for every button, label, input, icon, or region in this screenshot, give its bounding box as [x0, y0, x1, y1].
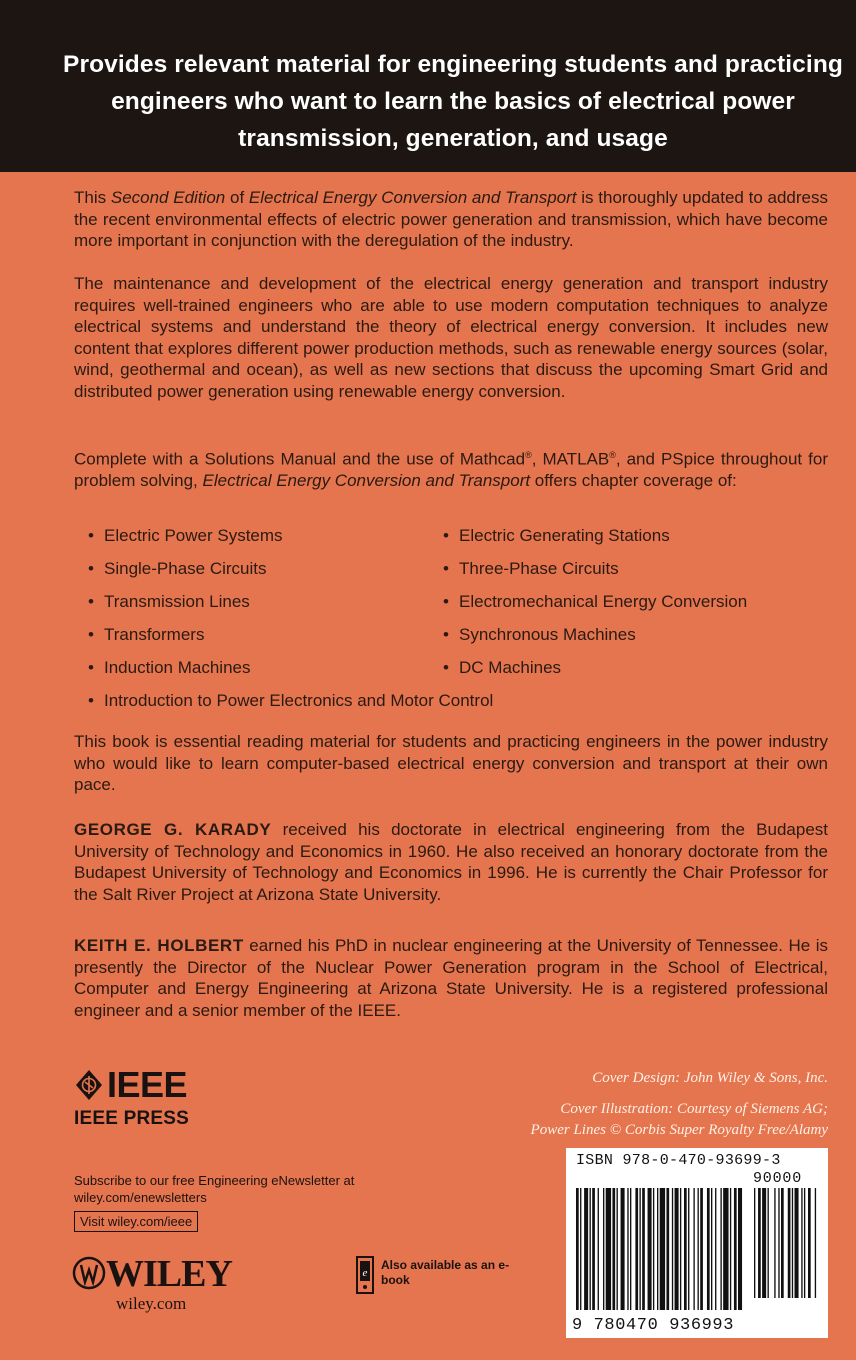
intro-rest: is thoroughly updated to address the recent environmental effects of electric power generation and transmission, which have become more important in conjunction with the deregulation of the industry.	[74, 188, 828, 251]
reg-mark-1: ®	[525, 450, 532, 460]
chapter-list	[88, 525, 828, 715]
visit-wiley-link[interactable]: Visit wiley.com/ieee	[74, 1211, 198, 1232]
chapter-label: Transmission Lines	[104, 592, 250, 611]
newsletter-text: Subscribe to our free Engineering eNewsletter at wiley.com/enewsletters	[74, 1173, 355, 1205]
chapter-item	[88, 558, 267, 580]
bullet-dot: •	[88, 625, 94, 644]
p3-pspice: , and PSpice throughout for problem solving,	[74, 449, 828, 491]
headline-band	[0, 0, 856, 172]
author-bio-karady	[74, 819, 828, 905]
wiley-logo	[72, 1248, 252, 1318]
isbn-label: ISBN 978-0-470-93699-3	[576, 1152, 781, 1169]
ebook-notice	[356, 1256, 516, 1296]
bullet-dot: •	[443, 592, 449, 611]
chapter-label: Transformers	[104, 625, 205, 644]
chapter-label: Electromechanical Energy Conversion	[459, 592, 748, 611]
intro-paragraph	[74, 187, 828, 252]
intro-title: Electrical Energy Conversion and Transport	[248, 188, 577, 207]
chapter-item	[443, 591, 747, 613]
chapter-item	[443, 657, 561, 679]
chapter-label: Electric Power Systems	[104, 526, 283, 545]
power-lines-credit: Power Lines © Corbis Super Royalty Free/Alamy	[530, 1122, 828, 1138]
ebook-icon	[356, 1256, 374, 1294]
chapter-item	[88, 690, 493, 712]
chapter-item	[88, 591, 250, 613]
ieee-emblem-icon	[74, 1069, 104, 1101]
p3-end: offers chapter coverage of:	[530, 471, 737, 491]
chapter-label: Single-Phase Circuits	[104, 559, 267, 578]
author-bio: received his doctorate in electrical engineering from the Budapest University of Technology and Economics in 1960. He also received an honorary doctorate from the Budapest University of Technology and Economics in 1996. He is currently the Chair Professor for the Salt River Project at Arizona State University.	[74, 820, 828, 904]
bullet-dot: •	[88, 592, 94, 611]
chapter-label: Introduction to Power Electronics and Motor Control	[104, 691, 494, 710]
chapter-label: Synchronous Machines	[459, 625, 636, 644]
bullet-dot: •	[443, 559, 449, 578]
ieee-wordmark: IEEE	[107, 1064, 188, 1105]
chapter-item	[443, 558, 619, 580]
p3-matlab: , MATLAB	[531, 449, 610, 469]
price-code: 90000	[752, 1170, 802, 1187]
bullet-dot: •	[88, 526, 94, 545]
ieee-press-logo	[74, 1066, 224, 1136]
bullet-dot: •	[88, 559, 94, 578]
p3-start: Complete with a Solutions Manual and the use of Mathcad	[74, 449, 526, 469]
intro-edition: Second Edition	[110, 188, 226, 207]
isbn-barcode	[566, 1148, 828, 1338]
chapter-label: DC Machines	[459, 658, 562, 677]
ieee-press-label: IEEE PRESS	[74, 1108, 189, 1129]
wiley-emblem-icon	[72, 1254, 106, 1292]
author-name: GEORGE G. KARADY	[74, 820, 272, 839]
chapter-label: Three-Phase Circuits	[459, 559, 619, 578]
wiley-wordmark: WILEY	[106, 1253, 232, 1295]
bullet-dot: •	[443, 625, 449, 644]
chapter-item	[443, 624, 636, 646]
chapter-item	[88, 657, 250, 679]
reg-mark-2: ®	[609, 450, 616, 460]
bullet-dot: •	[88, 658, 94, 677]
maintenance-paragraph: The maintenance and development of the electrical energy generation and transport industry requires well-trained engineers who are able to use modern computation techniques to analyze electrical systems and understand the theory of electrical energy conversion. It includes new content that explores different power production methods, such as renewable energy sources (solar, wind, geothermal and ocean), as well as new sections that discuss the upcoming Smart Grid and distributed power generation using renewable energy conversion.	[74, 274, 828, 401]
cover-credits	[448, 1068, 828, 1141]
chapter-label: Induction Machines	[104, 658, 251, 677]
cover-illustration-credit: Cover Illustration: Courtesy of Siemens AG;	[560, 1101, 828, 1117]
author-bio: earned his PhD in nuclear engineering at the University of Tennessee. He is presently the Director of the Nuclear Power Generation program in the School of Electrical, Computer and Energy Engineering at Arizona State University. He is a registered professional engineer and a senior member of the IEEE.	[74, 936, 828, 1020]
essential-paragraph: This book is essential reading material for students and practicing engineers in the power industry who would like to learn computer-based electrical energy conversion and transport at their own pace.	[74, 732, 828, 795]
chapter-item	[88, 525, 283, 547]
ebook-text: Also available as an e-book	[381, 1258, 510, 1287]
bullet-dot: •	[443, 526, 449, 545]
intro-of: of	[225, 188, 249, 207]
barcode-graphic	[572, 1188, 822, 1316]
chapter-item	[88, 624, 204, 646]
ean-digits: 9 780470 936993	[572, 1316, 735, 1335]
bullet-dot: •	[443, 658, 449, 677]
chapter-label: Electric Generating Stations	[459, 526, 670, 545]
coverage-paragraph	[74, 445, 828, 492]
author-bio-holbert	[74, 935, 828, 1021]
p3-title: Electrical Energy Conversion and Transport	[202, 471, 531, 491]
intro-this: This	[74, 188, 111, 207]
svg-text:e: e	[362, 1267, 368, 1279]
headline: Provides relevant material for engineering students and practicing engineers who want to learn the basics of electrical power transmission, generation, and usage	[63, 51, 843, 152]
bullet-dot: •	[88, 691, 94, 710]
author-name: KEITH E. HOLBERT	[74, 936, 244, 955]
cover-design-credit: Cover Design: John Wiley & Sons, Inc.	[592, 1070, 828, 1086]
chapter-item	[443, 525, 670, 547]
wiley-url: wiley.com	[116, 1294, 187, 1313]
